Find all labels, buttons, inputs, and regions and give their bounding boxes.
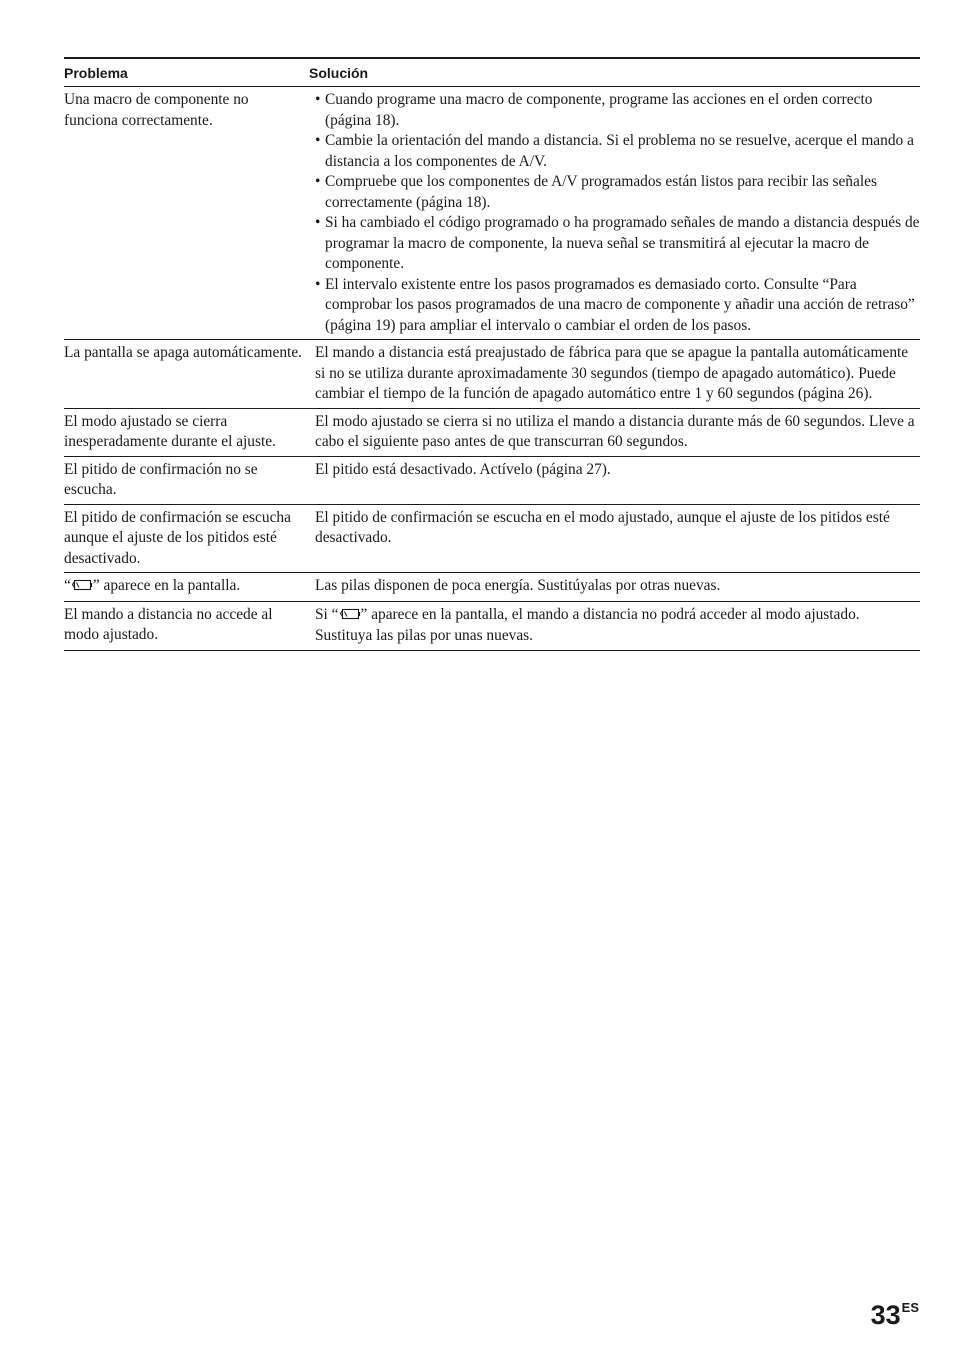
solution-bullet: • Cuando programe una macro de componente, programe las acciones en el orden correcto (página 18). xyxy=(315,90,920,131)
page-number-value: 33 xyxy=(870,1300,901,1330)
problem-cell: Una macro de componente no funciona correctamente. xyxy=(64,87,308,340)
solution-cell: El pitido de confirmación se escucha en el modo ajustado, aunque el ajuste de los pitidos esté desactivado. xyxy=(308,504,920,573)
solution-cell: El modo ajustado se cierra si no utiliza el mando a distancia durante más de 60 segundos. Lleve a cabo el siguiente paso antes de que transcurran 60 segundos. xyxy=(308,408,920,456)
problem-cell: El modo ajustado se cierra inesperadamente durante el ajuste. xyxy=(64,408,308,456)
solution-bullet: • Compruebe que los componentes de A/V programados están listos para recibir las señales correctamente (página 18). xyxy=(315,172,920,213)
header-problem: Problema xyxy=(64,58,308,87)
page-number xyxy=(871,1293,919,1330)
problem-suffix: ” aparece en la pantalla. xyxy=(92,577,241,594)
table-row xyxy=(64,408,920,456)
problem-cell: La pantalla se apaga automáticamente. xyxy=(64,340,308,409)
problem-cell xyxy=(64,573,308,602)
solution-bullet: • Si ha cambiado el código programado o ha programado señales de mando a distancia después de programar la macro de componente, la nueva señal se transmitirá al ejecutar la macro de componente. xyxy=(315,213,920,275)
troubleshooting-table xyxy=(64,57,920,651)
low-battery-icon xyxy=(339,606,361,627)
table-header-row xyxy=(64,58,920,87)
solution-bullet: • El intervalo existente entre los pasos programados es demasiado corto. Consulte “Para comprobar los pasos programados de una macro de componente y añadir una acción de retraso” (página 19) para ampliar el intervalo o cambiar el orden de los pasos. xyxy=(315,275,920,337)
solution-prefix: Si “ xyxy=(315,605,339,623)
table-row xyxy=(64,573,920,602)
table-row xyxy=(64,601,920,650)
table-row xyxy=(64,456,920,504)
solution-cell xyxy=(308,601,920,650)
solution-cell: El mando a distancia está preajustado de fábrica para que se apague la pantalla automáticamente si no se utiliza durante aproximadamente 30 segundos (tiempo de apagado automático). Puede cambiar el tiempo de la función de apagado automático entre 1 y 60 segundos (página 26). xyxy=(308,340,920,409)
solution-bullet: • Cambie la orientación del mando a distancia. Si el problema no se resuelve, acerque el mando a distancia a los componentes de A/V. xyxy=(315,131,920,172)
solution-cell xyxy=(308,87,920,340)
solution-cell: El pitido está desactivado. Actívelo (página 27). xyxy=(308,456,920,504)
table-row xyxy=(64,87,920,340)
problem-cell: El mando a distancia no accede al modo ajustado. xyxy=(64,601,308,650)
problem-cell: El pitido de confirmación no se escucha. xyxy=(64,456,308,504)
solution-bullet-list xyxy=(315,90,920,336)
low-battery-icon xyxy=(71,577,93,598)
header-solution: Solución xyxy=(308,58,920,87)
table-row xyxy=(64,340,920,409)
problem-prefix: “ xyxy=(64,577,71,594)
page-language-code: ES xyxy=(901,1300,919,1315)
table-row xyxy=(64,504,920,573)
solution-suffix: ” aparece en la pantalla, el mando a distancia no podrá acceder al modo ajustado. Sustituya las pilas por unas nuevas. xyxy=(315,605,860,644)
problem-cell: El pitido de confirmación se escucha aunque el ajuste de los pitidos esté desactivado. xyxy=(64,504,308,573)
solution-cell: Las pilas disponen de poca energía. Sustitúyalas por otras nuevas. xyxy=(308,573,920,602)
